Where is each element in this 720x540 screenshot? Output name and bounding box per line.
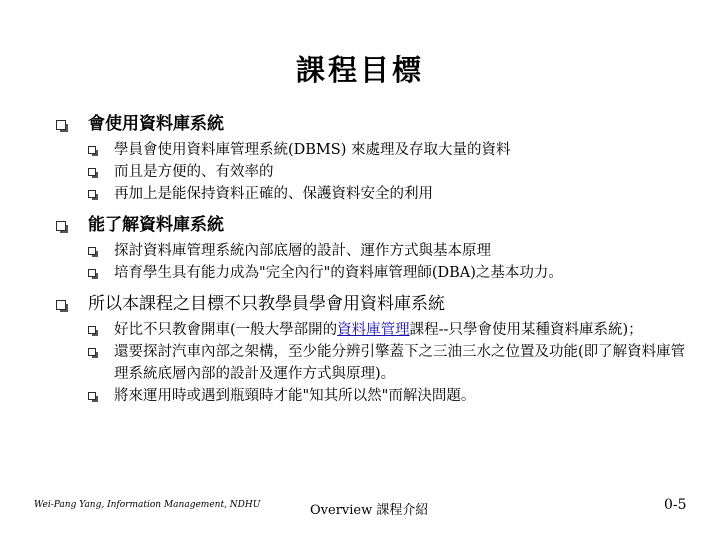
list-item-text: 培育學生具有能力成為"完全內行"的資料庫管理師(DBA)之基本功力。	[114, 265, 563, 281]
square-bullet-icon	[56, 300, 66, 310]
section-heading-text: 能了解資料庫系統	[88, 215, 224, 235]
list-item	[52, 385, 692, 407]
list-item	[52, 262, 692, 284]
footer-course: Overview 課程介紹	[310, 503, 429, 518]
square-bullet-icon	[88, 326, 96, 334]
list-item-text: 將來運用時或遇到瓶頸時才能"知其所以然"而解決問題。	[114, 388, 476, 404]
section-heading-text: 會使用資料庫系統	[88, 114, 224, 134]
square-bullet-icon	[88, 247, 96, 255]
list-item-text: 而且是方便的、有效率的	[114, 164, 274, 180]
square-bullet-icon	[88, 168, 96, 176]
footer-page-number: 0-5	[664, 497, 687, 513]
list-item-text-before: 好比不只教會開車(一般大學部開的	[114, 322, 338, 338]
square-bullet-icon	[88, 392, 96, 400]
db-management-link[interactable]: 資料庫管理	[337, 322, 410, 338]
list-item-text: 還要探討汽車內部之架構，至少能分辨引擎蓋下之三油三水之位置及功能(即了解資料庫管理系統底層內部的設計及運作方式與原理)。	[114, 344, 686, 382]
square-bullet-icon	[88, 269, 96, 277]
list-item	[52, 240, 692, 262]
section-heading-understand-db	[52, 213, 692, 237]
section-heading-course-goal	[52, 292, 692, 316]
footer-author: Wei-Pang Yang, Information Management, NDHU	[34, 500, 261, 510]
list-item-text: 探討資料庫管理系統內部底層的設計、運作方式與基本原理	[114, 243, 491, 259]
section-heading-text: 所以本課程之目標不只教學員學會用資料庫系統	[88, 294, 445, 314]
slide-title: 課程目標	[295, 53, 424, 87]
section-items-course-goal	[52, 319, 692, 407]
list-item-text: 再加上是能保持資料正確的、保護資料安全的利用	[114, 186, 433, 202]
section-items-use-db	[52, 139, 692, 205]
list-item	[52, 341, 692, 385]
list-item-text-after: 課程--只學會使用某種資料庫系統)；	[409, 322, 643, 338]
square-bullet-icon	[88, 190, 96, 198]
list-item	[52, 319, 692, 341]
section-items-understand-db	[52, 240, 692, 284]
bullet-list	[52, 112, 692, 415]
list-item-text: 學員會使用資料庫管理系統(DBMS) 來處理及存取大量的資料	[114, 142, 511, 158]
square-bullet-icon	[56, 221, 66, 231]
list-item	[52, 139, 692, 161]
section-heading-use-db	[52, 112, 692, 136]
square-bullet-icon	[88, 146, 96, 154]
list-item	[52, 161, 692, 183]
square-bullet-icon	[56, 120, 66, 130]
list-item	[52, 183, 692, 205]
square-bullet-icon	[88, 348, 96, 356]
